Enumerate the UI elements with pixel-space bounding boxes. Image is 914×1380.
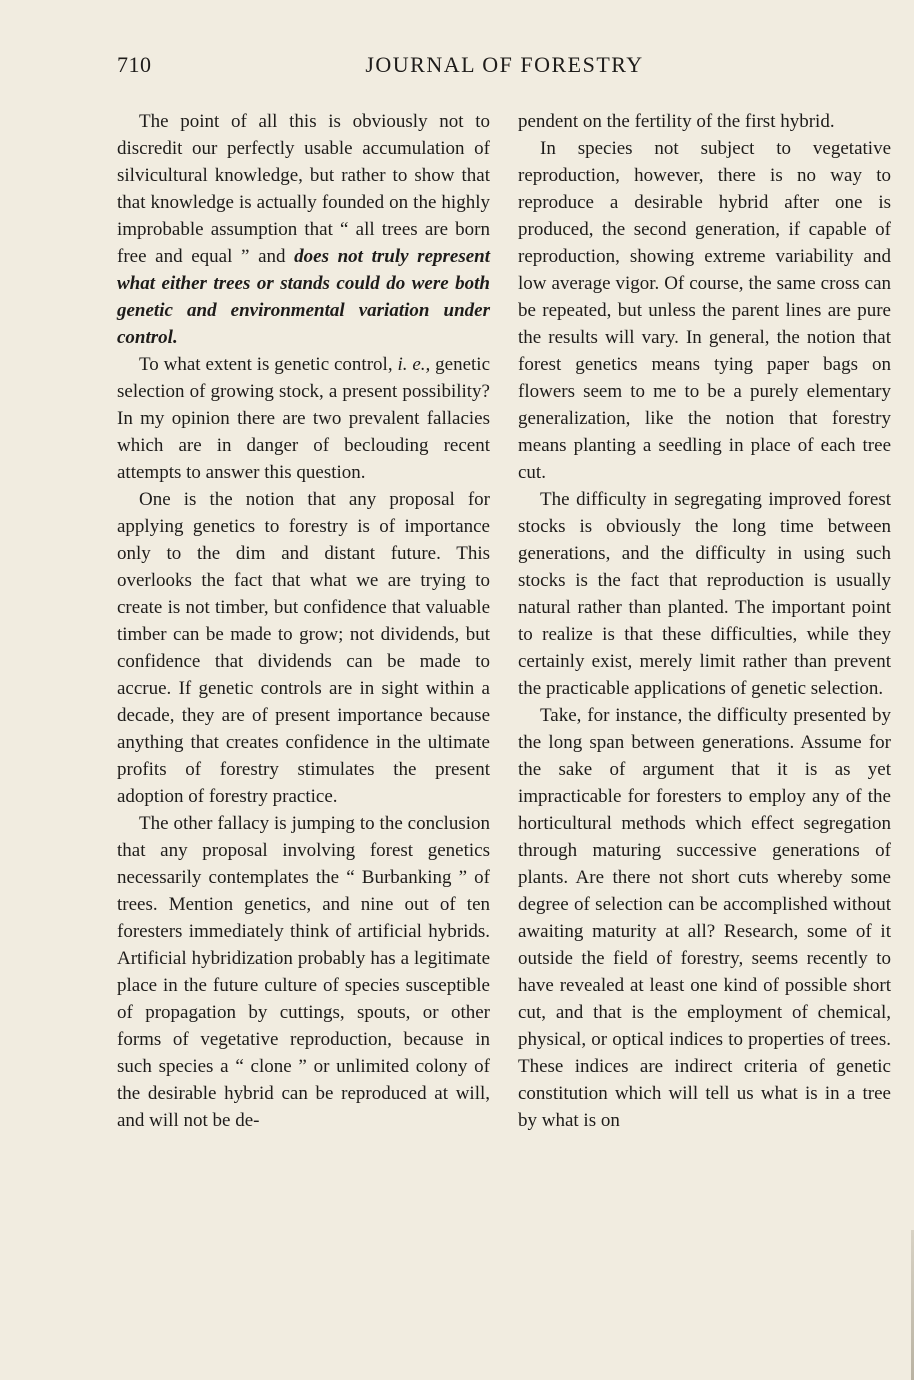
- paragraph: One is the notion that any proposal for applying genetics to forestry is of importance only to the dim and distant future. This overlooks the fact that what we are trying to create is not timber, but confidence that valuable timber can be made to grow; not dividends, but confidence that dividends can be made to accrue. If genetic controls are in sight within a decade, they are of present importance because anything that creates confidence in the ultimate profits of forestry stimulates the present adoption of forestry practice.: [117, 489, 490, 807]
- paragraph-text: genetic selection of growing stock, a present possibility? In my opinion there are two prevalent fallacies which are in danger of beclouding recent attempts to answer this question.: [117, 354, 491, 483]
- journal-title: JOURNAL OF FORESTRY: [365, 52, 644, 77]
- paragraph: [117, 351, 490, 486]
- emphasized-text: does not truly represent what either trees or stands could do were both genetic and environmental variation under control.: [117, 246, 490, 348]
- paragraph-continued: pendent on the fertility of the first hybrid.: [518, 111, 835, 132]
- paragraph-text: The point of all this is obviously not to discredit our perfectly usable accumulation of silvicultural knowledge, but rather to show that that knowledge is actually founded on the highly improbable assumption that “ all trees are born free and equal ” and: [117, 111, 490, 267]
- paragraph: In species not subject to vegetative reproduction, however, there is no way to reproduce a desirable hybrid after one is produced, the second generation, if capable of reproduction, showing extreme variability and low average vigor. Of course, the same cross can be repeated, but unless the parent lines are pure the results will vary. In general, the notion that forest genetics means tying paper bags on flowers seem to me to be a purely elementary generalization, like the notion that forestry means planting a seedling in place of each tree cut.: [518, 138, 891, 483]
- paragraph: Take, for instance, the difficulty presented by the long span between generations. Assume for the sake of argument that it is as yet impracticable for foresters to employ any of the horticultural methods which effect segregation through maturing successive generations of plants. Are there not short cuts whereby some degree of selection can be accomplished without awaiting maturity at all? Research, some of it outside the field of forestry, seems recently to have revealed at least one kind of possible short cut, and that is the employment of chemical, physical, or optical indices to properties of trees. These indices are indirect criteria of genetic constitution which will tell us what is in a tree by what is on: [518, 705, 891, 1131]
- page-number: 710: [117, 52, 152, 77]
- right-column: [518, 108, 891, 1134]
- italic-abbreviation: i. e.,: [397, 354, 431, 375]
- paragraph: [117, 108, 490, 351]
- left-column: [117, 108, 490, 1134]
- page-header: [117, 52, 892, 82]
- paragraph: The difficulty in segregating improved forest stocks is obviously the long time between generations, and the difficulty in using such stocks is the fact that reproduction is usually natural rather than planted. The important point to realize is that these difficulties, while they certainly exist, merely limit rather than prevent the practicable applications of genetic selection.: [518, 489, 891, 699]
- paragraph-text: To what extent is genetic control,: [139, 354, 398, 375]
- paragraph: The other fallacy is jumping to the conclusion that any proposal involving forest genetics necessarily contemplates the “ Burbanking ” of trees. Mention genetics, and nine out of ten foresters immediately think of artificial hybrids. Artificial hybridization probably has a legitimate place in the future culture of species susceptible of propagation by cuttings, spouts, or other forms of vegetative reproduction, because in such species a “ clone ” or unlimited colony of the desirable hybrid can be reproduced at will, and will not be de-: [117, 813, 490, 1131]
